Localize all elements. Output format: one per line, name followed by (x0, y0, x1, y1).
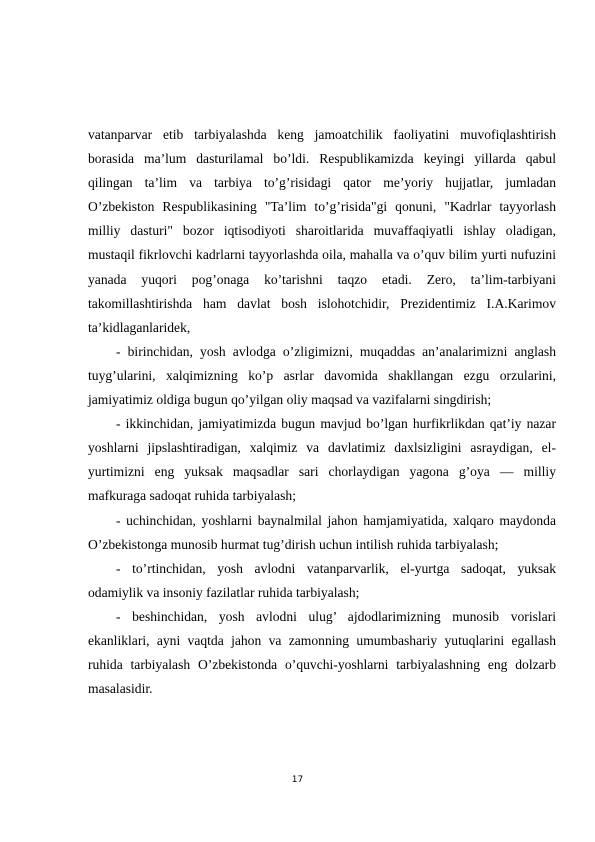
paragraph-fourth-point: - to’rtinchidan, yosh avlodni vatanparvarlik, el-yurtga sadoqat, yuksak odamiylik va insoniy fazilatlar ruhida tarbiyalash; (88, 560, 556, 600)
paragraph-fifth-point: - beshinchidan, yosh avlodni ulug’ ajdodlarimizning munosib vorislari ekanliklari, ayni vaqtda jahon va zamonning umumbashariy yutuqlarini egallash ruhida tarbiyalash O’zbekistonda o’quvchi-yoshlarni tarbiyalashning eng dolzarb masalasidir. (88, 608, 556, 697)
page-number: 17 (291, 775, 304, 785)
paragraph-first-point: - birinchidan, yosh avlodga o’zligimizni, muqaddas an’analarimizni anglash tuyg’ularini, xalqimizning ko’p asrlar davomida shakllangan ezgu orzularini, jamiyatimiz oldiga bugun qo’yilgan oliy maqsad va vazifalarni singdirish; (88, 343, 556, 408)
paragraph-intro: vatanparvar etib tarbiyalashda keng jamoatchilik faoliyatini muvofiqlashtirish borasida ma’lum dasturilamal bo’ldi. Respublikamizda keyingi yillarda qabul qilingan ta’lim va tarbiya to’g’risidagi qator me’yoriy hujjatlar, jumladan O’zbekiston Respublikasining "Ta’lim to’g’risida"gi qonuni, "Kadrlar tayyorlash milliy dasturi" bozor iqtisodiyoti sharoitlarida muvaffaqiyatli ishlay oladigan, mustaqil fikrlovchi kadrlarni tayyorlashda oila, mahalla va o’quv bilim yurti nufuzini yanada yuqori pog’onaga ko’tarishni taqzo etadi. Zero, ta’lim-tarbiyani takomillashtirishda ham davlat bosh islohotchidir, Prezidentimiz I.A.Karimov ta’kidlaganlaridek, (88, 127, 556, 335)
paragraph-third-point: - uchinchidan, yoshlarni baynalmilal jahon hamjamiyatida, xalqaro maydonda O’zbekistonga munosib hurmat tug’dirish uchun intilish ruhida tarbiyalash; (88, 512, 556, 552)
body-text (88, 123, 556, 701)
paragraph-second-point: - ikkinchidan, jamiyatimizda bugun mavjud bo’lgan hurfikrlikdan qat’iy nazar yoshlarni jipslashtiradigan, xalqimiz va davlatimiz daxlsizligini asraydigan, el-yurtimizni eng yuksak maqsadlar sari chorlaydigan yagona g’oya — milliy mafkuraga sadoqat ruhida tarbiyalash; (88, 416, 556, 504)
